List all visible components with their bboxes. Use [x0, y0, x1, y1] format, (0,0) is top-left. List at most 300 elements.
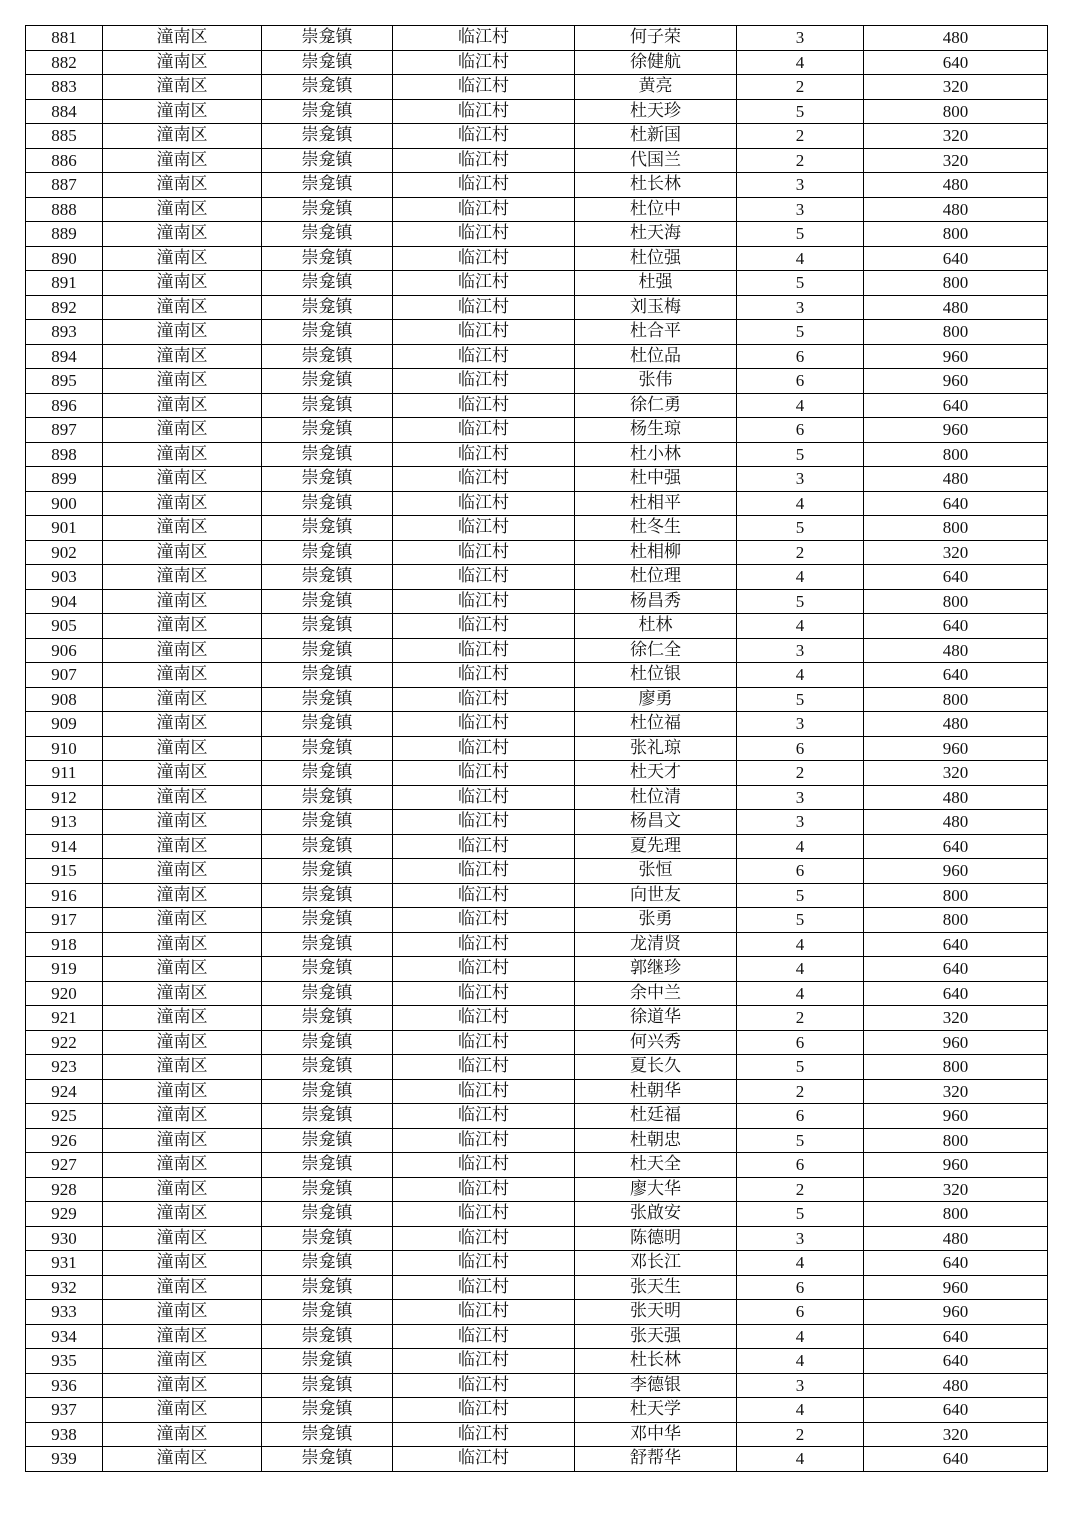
amount-cell: 800	[864, 883, 1048, 908]
town-cell: 崇龛镇	[262, 467, 393, 492]
table-row	[26, 418, 1048, 443]
village-cell: 临江村	[393, 1324, 575, 1349]
name-cell: 夏长久	[575, 1055, 737, 1080]
row-number-cell: 909	[26, 712, 103, 737]
district-cell: 潼南区	[103, 883, 262, 908]
district-cell: 潼南区	[103, 589, 262, 614]
district-cell: 潼南区	[103, 99, 262, 124]
row-number-cell: 936	[26, 1373, 103, 1398]
village-cell: 临江村	[393, 467, 575, 492]
row-number-cell: 934	[26, 1324, 103, 1349]
amount-cell: 800	[864, 687, 1048, 712]
district-cell: 潼南区	[103, 614, 262, 639]
name-cell: 杜中强	[575, 467, 737, 492]
town-cell: 崇龛镇	[262, 1202, 393, 1227]
village-cell: 临江村	[393, 614, 575, 639]
row-number-cell: 882	[26, 50, 103, 75]
village-cell: 临江村	[393, 761, 575, 786]
district-cell: 潼南区	[103, 442, 262, 467]
table-row	[26, 1275, 1048, 1300]
table-row	[26, 589, 1048, 614]
table-row	[26, 1177, 1048, 1202]
district-cell: 潼南区	[103, 1447, 262, 1472]
household-count-cell: 3	[737, 1226, 864, 1251]
district-cell: 潼南区	[103, 148, 262, 173]
table-row	[26, 687, 1048, 712]
household-count-cell: 2	[737, 75, 864, 100]
name-cell: 夏先理	[575, 834, 737, 859]
row-number-cell: 910	[26, 736, 103, 761]
village-cell: 临江村	[393, 1275, 575, 1300]
table-row	[26, 344, 1048, 369]
district-cell: 潼南区	[103, 540, 262, 565]
name-cell: 杜相柳	[575, 540, 737, 565]
town-cell: 崇龛镇	[262, 663, 393, 688]
table-row	[26, 320, 1048, 345]
name-cell: 杜位中	[575, 197, 737, 222]
row-number-cell: 911	[26, 761, 103, 786]
village-cell: 临江村	[393, 883, 575, 908]
row-number-cell: 887	[26, 173, 103, 198]
amount-cell: 480	[864, 1226, 1048, 1251]
row-number-cell: 933	[26, 1300, 103, 1325]
district-cell: 潼南区	[103, 26, 262, 51]
table-row	[26, 981, 1048, 1006]
town-cell: 崇龛镇	[262, 1055, 393, 1080]
row-number-cell: 917	[26, 908, 103, 933]
household-count-cell: 3	[737, 173, 864, 198]
amount-cell: 320	[864, 1177, 1048, 1202]
village-cell: 临江村	[393, 1055, 575, 1080]
row-number-cell: 925	[26, 1104, 103, 1129]
row-number-cell: 900	[26, 491, 103, 516]
household-count-cell: 5	[737, 516, 864, 541]
town-cell: 崇龛镇	[262, 1349, 393, 1374]
row-number-cell: 889	[26, 222, 103, 247]
amount-cell: 800	[864, 442, 1048, 467]
district-cell: 潼南区	[103, 565, 262, 590]
village-cell: 临江村	[393, 1300, 575, 1325]
town-cell: 崇龛镇	[262, 589, 393, 614]
household-count-cell: 5	[737, 687, 864, 712]
household-count-cell: 4	[737, 393, 864, 418]
town-cell: 崇龛镇	[262, 1153, 393, 1178]
household-count-cell: 2	[737, 124, 864, 149]
village-cell: 临江村	[393, 565, 575, 590]
table-row	[26, 712, 1048, 737]
district-cell: 潼南区	[103, 516, 262, 541]
row-number-cell: 931	[26, 1251, 103, 1276]
row-number-cell: 919	[26, 957, 103, 982]
amount-cell: 640	[864, 246, 1048, 271]
row-number-cell: 921	[26, 1006, 103, 1031]
amount-cell: 320	[864, 75, 1048, 100]
amount-cell: 640	[864, 1447, 1048, 1472]
town-cell: 崇龛镇	[262, 859, 393, 884]
district-cell: 潼南区	[103, 75, 262, 100]
town-cell: 崇龛镇	[262, 908, 393, 933]
town-cell: 崇龛镇	[262, 1079, 393, 1104]
table-row	[26, 565, 1048, 590]
row-number-cell: 916	[26, 883, 103, 908]
town-cell: 崇龛镇	[262, 1373, 393, 1398]
village-cell: 临江村	[393, 540, 575, 565]
district-cell: 潼南区	[103, 1300, 262, 1325]
district-cell: 潼南区	[103, 1055, 262, 1080]
household-count-cell: 3	[737, 785, 864, 810]
amount-cell: 320	[864, 1422, 1048, 1447]
district-cell: 潼南区	[103, 663, 262, 688]
town-cell: 崇龛镇	[262, 124, 393, 149]
table-row	[26, 99, 1048, 124]
town-cell: 崇龛镇	[262, 75, 393, 100]
amount-cell: 800	[864, 908, 1048, 933]
town-cell: 崇龛镇	[262, 491, 393, 516]
district-cell: 潼南区	[103, 1153, 262, 1178]
table-row	[26, 663, 1048, 688]
household-count-cell: 6	[737, 418, 864, 443]
village-cell: 临江村	[393, 1030, 575, 1055]
village-cell: 临江村	[393, 859, 575, 884]
amount-cell: 960	[864, 1275, 1048, 1300]
household-count-cell: 5	[737, 442, 864, 467]
household-count-cell: 6	[737, 1030, 864, 1055]
row-number-cell: 928	[26, 1177, 103, 1202]
row-number-cell: 939	[26, 1447, 103, 1472]
village-cell: 临江村	[393, 173, 575, 198]
town-cell: 崇龛镇	[262, 1226, 393, 1251]
village-cell: 临江村	[393, 908, 575, 933]
village-cell: 临江村	[393, 687, 575, 712]
row-number-cell: 888	[26, 197, 103, 222]
amount-cell: 480	[864, 173, 1048, 198]
name-cell: 杜天学	[575, 1398, 737, 1423]
row-number-cell: 915	[26, 859, 103, 884]
name-cell: 陈德明	[575, 1226, 737, 1251]
town-cell: 崇龛镇	[262, 565, 393, 590]
table-row	[26, 369, 1048, 394]
table-row	[26, 75, 1048, 100]
amount-cell: 640	[864, 1251, 1048, 1276]
name-cell: 代国兰	[575, 148, 737, 173]
village-cell: 临江村	[393, 810, 575, 835]
table-row	[26, 540, 1048, 565]
amount-cell: 640	[864, 1398, 1048, 1423]
table-row	[26, 810, 1048, 835]
table-row	[26, 1300, 1048, 1325]
amount-cell: 640	[864, 981, 1048, 1006]
amount-cell: 960	[864, 418, 1048, 443]
amount-cell: 800	[864, 271, 1048, 296]
village-cell: 临江村	[393, 246, 575, 271]
name-cell: 张恒	[575, 859, 737, 884]
name-cell: 何兴秀	[575, 1030, 737, 1055]
household-count-cell: 4	[737, 1349, 864, 1374]
household-count-cell: 3	[737, 712, 864, 737]
name-cell: 杜长林	[575, 173, 737, 198]
household-count-cell: 4	[737, 663, 864, 688]
name-cell: 杨生琼	[575, 418, 737, 443]
town-cell: 崇龛镇	[262, 1006, 393, 1031]
amount-cell: 480	[864, 467, 1048, 492]
town-cell: 崇龛镇	[262, 246, 393, 271]
household-count-cell: 3	[737, 197, 864, 222]
household-count-cell: 4	[737, 614, 864, 639]
village-cell: 临江村	[393, 148, 575, 173]
town-cell: 崇龛镇	[262, 1398, 393, 1423]
row-number-cell: 922	[26, 1030, 103, 1055]
town-cell: 崇龛镇	[262, 638, 393, 663]
table-row	[26, 1324, 1048, 1349]
amount-cell: 640	[864, 834, 1048, 859]
amount-cell: 640	[864, 932, 1048, 957]
village-cell: 临江村	[393, 589, 575, 614]
table-row	[26, 1251, 1048, 1276]
name-cell: 邓中华	[575, 1422, 737, 1447]
village-cell: 临江村	[393, 442, 575, 467]
amount-cell: 960	[864, 736, 1048, 761]
district-cell: 潼南区	[103, 1349, 262, 1374]
row-number-cell: 893	[26, 320, 103, 345]
amount-cell: 480	[864, 785, 1048, 810]
household-count-cell: 2	[737, 761, 864, 786]
table-row	[26, 271, 1048, 296]
district-cell: 潼南区	[103, 246, 262, 271]
district-cell: 潼南区	[103, 369, 262, 394]
household-count-cell: 6	[737, 1275, 864, 1300]
name-cell: 李德银	[575, 1373, 737, 1398]
village-cell: 临江村	[393, 785, 575, 810]
household-count-cell: 4	[737, 957, 864, 982]
name-cell: 杜长林	[575, 1349, 737, 1374]
town-cell: 崇龛镇	[262, 393, 393, 418]
table-row	[26, 1373, 1048, 1398]
row-number-cell: 918	[26, 932, 103, 957]
town-cell: 崇龛镇	[262, 883, 393, 908]
amount-cell: 480	[864, 638, 1048, 663]
name-cell: 黄亮	[575, 75, 737, 100]
name-cell: 徐道华	[575, 1006, 737, 1031]
village-cell: 临江村	[393, 344, 575, 369]
table-row	[26, 1104, 1048, 1129]
amount-cell: 320	[864, 1006, 1048, 1031]
row-number-cell: 902	[26, 540, 103, 565]
amount-cell: 800	[864, 1202, 1048, 1227]
name-cell: 张天明	[575, 1300, 737, 1325]
row-number-cell: 897	[26, 418, 103, 443]
district-cell: 潼南区	[103, 197, 262, 222]
table-row	[26, 26, 1048, 51]
district-cell: 潼南区	[103, 1079, 262, 1104]
district-cell: 潼南区	[103, 908, 262, 933]
amount-cell: 640	[864, 393, 1048, 418]
amount-cell: 800	[864, 1055, 1048, 1080]
name-cell: 杜廷福	[575, 1104, 737, 1129]
amount-cell: 320	[864, 1079, 1048, 1104]
name-cell: 廖大华	[575, 1177, 737, 1202]
table-row	[26, 1202, 1048, 1227]
row-number-cell: 937	[26, 1398, 103, 1423]
table-row	[26, 393, 1048, 418]
town-cell: 崇龛镇	[262, 344, 393, 369]
table-row	[26, 222, 1048, 247]
household-count-cell: 5	[737, 1128, 864, 1153]
district-cell: 潼南区	[103, 981, 262, 1006]
amount-cell: 480	[864, 712, 1048, 737]
row-number-cell: 899	[26, 467, 103, 492]
household-count-cell: 6	[737, 369, 864, 394]
name-cell: 杜位福	[575, 712, 737, 737]
household-count-cell: 6	[737, 736, 864, 761]
town-cell: 崇龛镇	[262, 957, 393, 982]
district-cell: 潼南区	[103, 320, 262, 345]
town-cell: 崇龛镇	[262, 26, 393, 51]
row-number-cell: 914	[26, 834, 103, 859]
town-cell: 崇龛镇	[262, 1104, 393, 1129]
amount-cell: 800	[864, 589, 1048, 614]
row-number-cell: 912	[26, 785, 103, 810]
town-cell: 崇龛镇	[262, 148, 393, 173]
village-cell: 临江村	[393, 491, 575, 516]
amount-cell: 800	[864, 99, 1048, 124]
household-count-cell: 3	[737, 26, 864, 51]
village-cell: 临江村	[393, 1251, 575, 1276]
table-row	[26, 859, 1048, 884]
village-cell: 临江村	[393, 26, 575, 51]
amount-cell: 480	[864, 26, 1048, 51]
name-cell: 杜朝华	[575, 1079, 737, 1104]
village-cell: 临江村	[393, 1177, 575, 1202]
amount-cell: 320	[864, 124, 1048, 149]
amount-cell: 640	[864, 50, 1048, 75]
name-cell: 张天生	[575, 1275, 737, 1300]
village-cell: 临江村	[393, 1202, 575, 1227]
town-cell: 崇龛镇	[262, 222, 393, 247]
name-cell: 杜强	[575, 271, 737, 296]
row-number-cell: 881	[26, 26, 103, 51]
row-number-cell: 896	[26, 393, 103, 418]
row-number-cell: 926	[26, 1128, 103, 1153]
village-cell: 临江村	[393, 1447, 575, 1472]
amount-cell: 960	[864, 1300, 1048, 1325]
village-cell: 临江村	[393, 222, 575, 247]
row-number-cell: 885	[26, 124, 103, 149]
row-number-cell: 923	[26, 1055, 103, 1080]
district-cell: 潼南区	[103, 1177, 262, 1202]
table-row	[26, 197, 1048, 222]
household-count-cell: 5	[737, 271, 864, 296]
table-row	[26, 761, 1048, 786]
table-row	[26, 1447, 1048, 1472]
amount-cell: 960	[864, 1030, 1048, 1055]
table-row	[26, 957, 1048, 982]
row-number-cell: 927	[26, 1153, 103, 1178]
village-cell: 临江村	[393, 957, 575, 982]
table-row	[26, 1226, 1048, 1251]
name-cell: 杜朝忠	[575, 1128, 737, 1153]
name-cell: 杜位理	[575, 565, 737, 590]
name-cell: 杜位清	[575, 785, 737, 810]
row-number-cell: 883	[26, 75, 103, 100]
town-cell: 崇龛镇	[262, 1275, 393, 1300]
village-cell: 临江村	[393, 1226, 575, 1251]
amount-cell: 640	[864, 1349, 1048, 1374]
row-number-cell: 894	[26, 344, 103, 369]
district-cell: 潼南区	[103, 932, 262, 957]
village-cell: 临江村	[393, 1153, 575, 1178]
name-cell: 杜小林	[575, 442, 737, 467]
village-cell: 临江村	[393, 663, 575, 688]
town-cell: 崇龛镇	[262, 1177, 393, 1202]
name-cell: 邓长江	[575, 1251, 737, 1276]
town-cell: 崇龛镇	[262, 1128, 393, 1153]
district-cell: 潼南区	[103, 1324, 262, 1349]
village-cell: 临江村	[393, 271, 575, 296]
village-cell: 临江村	[393, 736, 575, 761]
amount-cell: 960	[864, 1104, 1048, 1129]
household-count-cell: 5	[737, 908, 864, 933]
amount-cell: 320	[864, 540, 1048, 565]
district-cell: 潼南区	[103, 1104, 262, 1129]
table-body	[26, 26, 1048, 1472]
household-count-cell: 2	[737, 1177, 864, 1202]
amount-cell: 640	[864, 957, 1048, 982]
table-row	[26, 246, 1048, 271]
amount-cell: 480	[864, 295, 1048, 320]
district-cell: 潼南区	[103, 1398, 262, 1423]
household-count-cell: 4	[737, 834, 864, 859]
table-row	[26, 173, 1048, 198]
household-count-cell: 5	[737, 589, 864, 614]
village-cell: 临江村	[393, 418, 575, 443]
amount-cell: 480	[864, 810, 1048, 835]
town-cell: 崇龛镇	[262, 418, 393, 443]
town-cell: 崇龛镇	[262, 1447, 393, 1472]
table-row	[26, 614, 1048, 639]
village-cell: 临江村	[393, 1373, 575, 1398]
village-cell: 临江村	[393, 99, 575, 124]
town-cell: 崇龛镇	[262, 785, 393, 810]
table-row	[26, 50, 1048, 75]
table-row	[26, 834, 1048, 859]
town-cell: 崇龛镇	[262, 1422, 393, 1447]
row-number-cell: 929	[26, 1202, 103, 1227]
name-cell: 杜天才	[575, 761, 737, 786]
table-row	[26, 785, 1048, 810]
row-number-cell: 924	[26, 1079, 103, 1104]
amount-cell: 960	[864, 369, 1048, 394]
village-cell: 临江村	[393, 1079, 575, 1104]
district-cell: 潼南区	[103, 687, 262, 712]
table-row	[26, 442, 1048, 467]
district-cell: 潼南区	[103, 1128, 262, 1153]
name-cell: 杨昌文	[575, 810, 737, 835]
district-cell: 潼南区	[103, 393, 262, 418]
household-count-cell: 3	[737, 295, 864, 320]
district-cell: 潼南区	[103, 1373, 262, 1398]
district-cell: 潼南区	[103, 1030, 262, 1055]
name-cell: 龙清贤	[575, 932, 737, 957]
village-cell: 临江村	[393, 1006, 575, 1031]
town-cell: 崇龛镇	[262, 810, 393, 835]
table-row	[26, 1006, 1048, 1031]
table-row	[26, 883, 1048, 908]
amount-cell: 320	[864, 148, 1048, 173]
household-count-cell: 4	[737, 1251, 864, 1276]
town-cell: 崇龛镇	[262, 932, 393, 957]
name-cell: 舒帮华	[575, 1447, 737, 1472]
subsidy-table	[25, 25, 1048, 1472]
